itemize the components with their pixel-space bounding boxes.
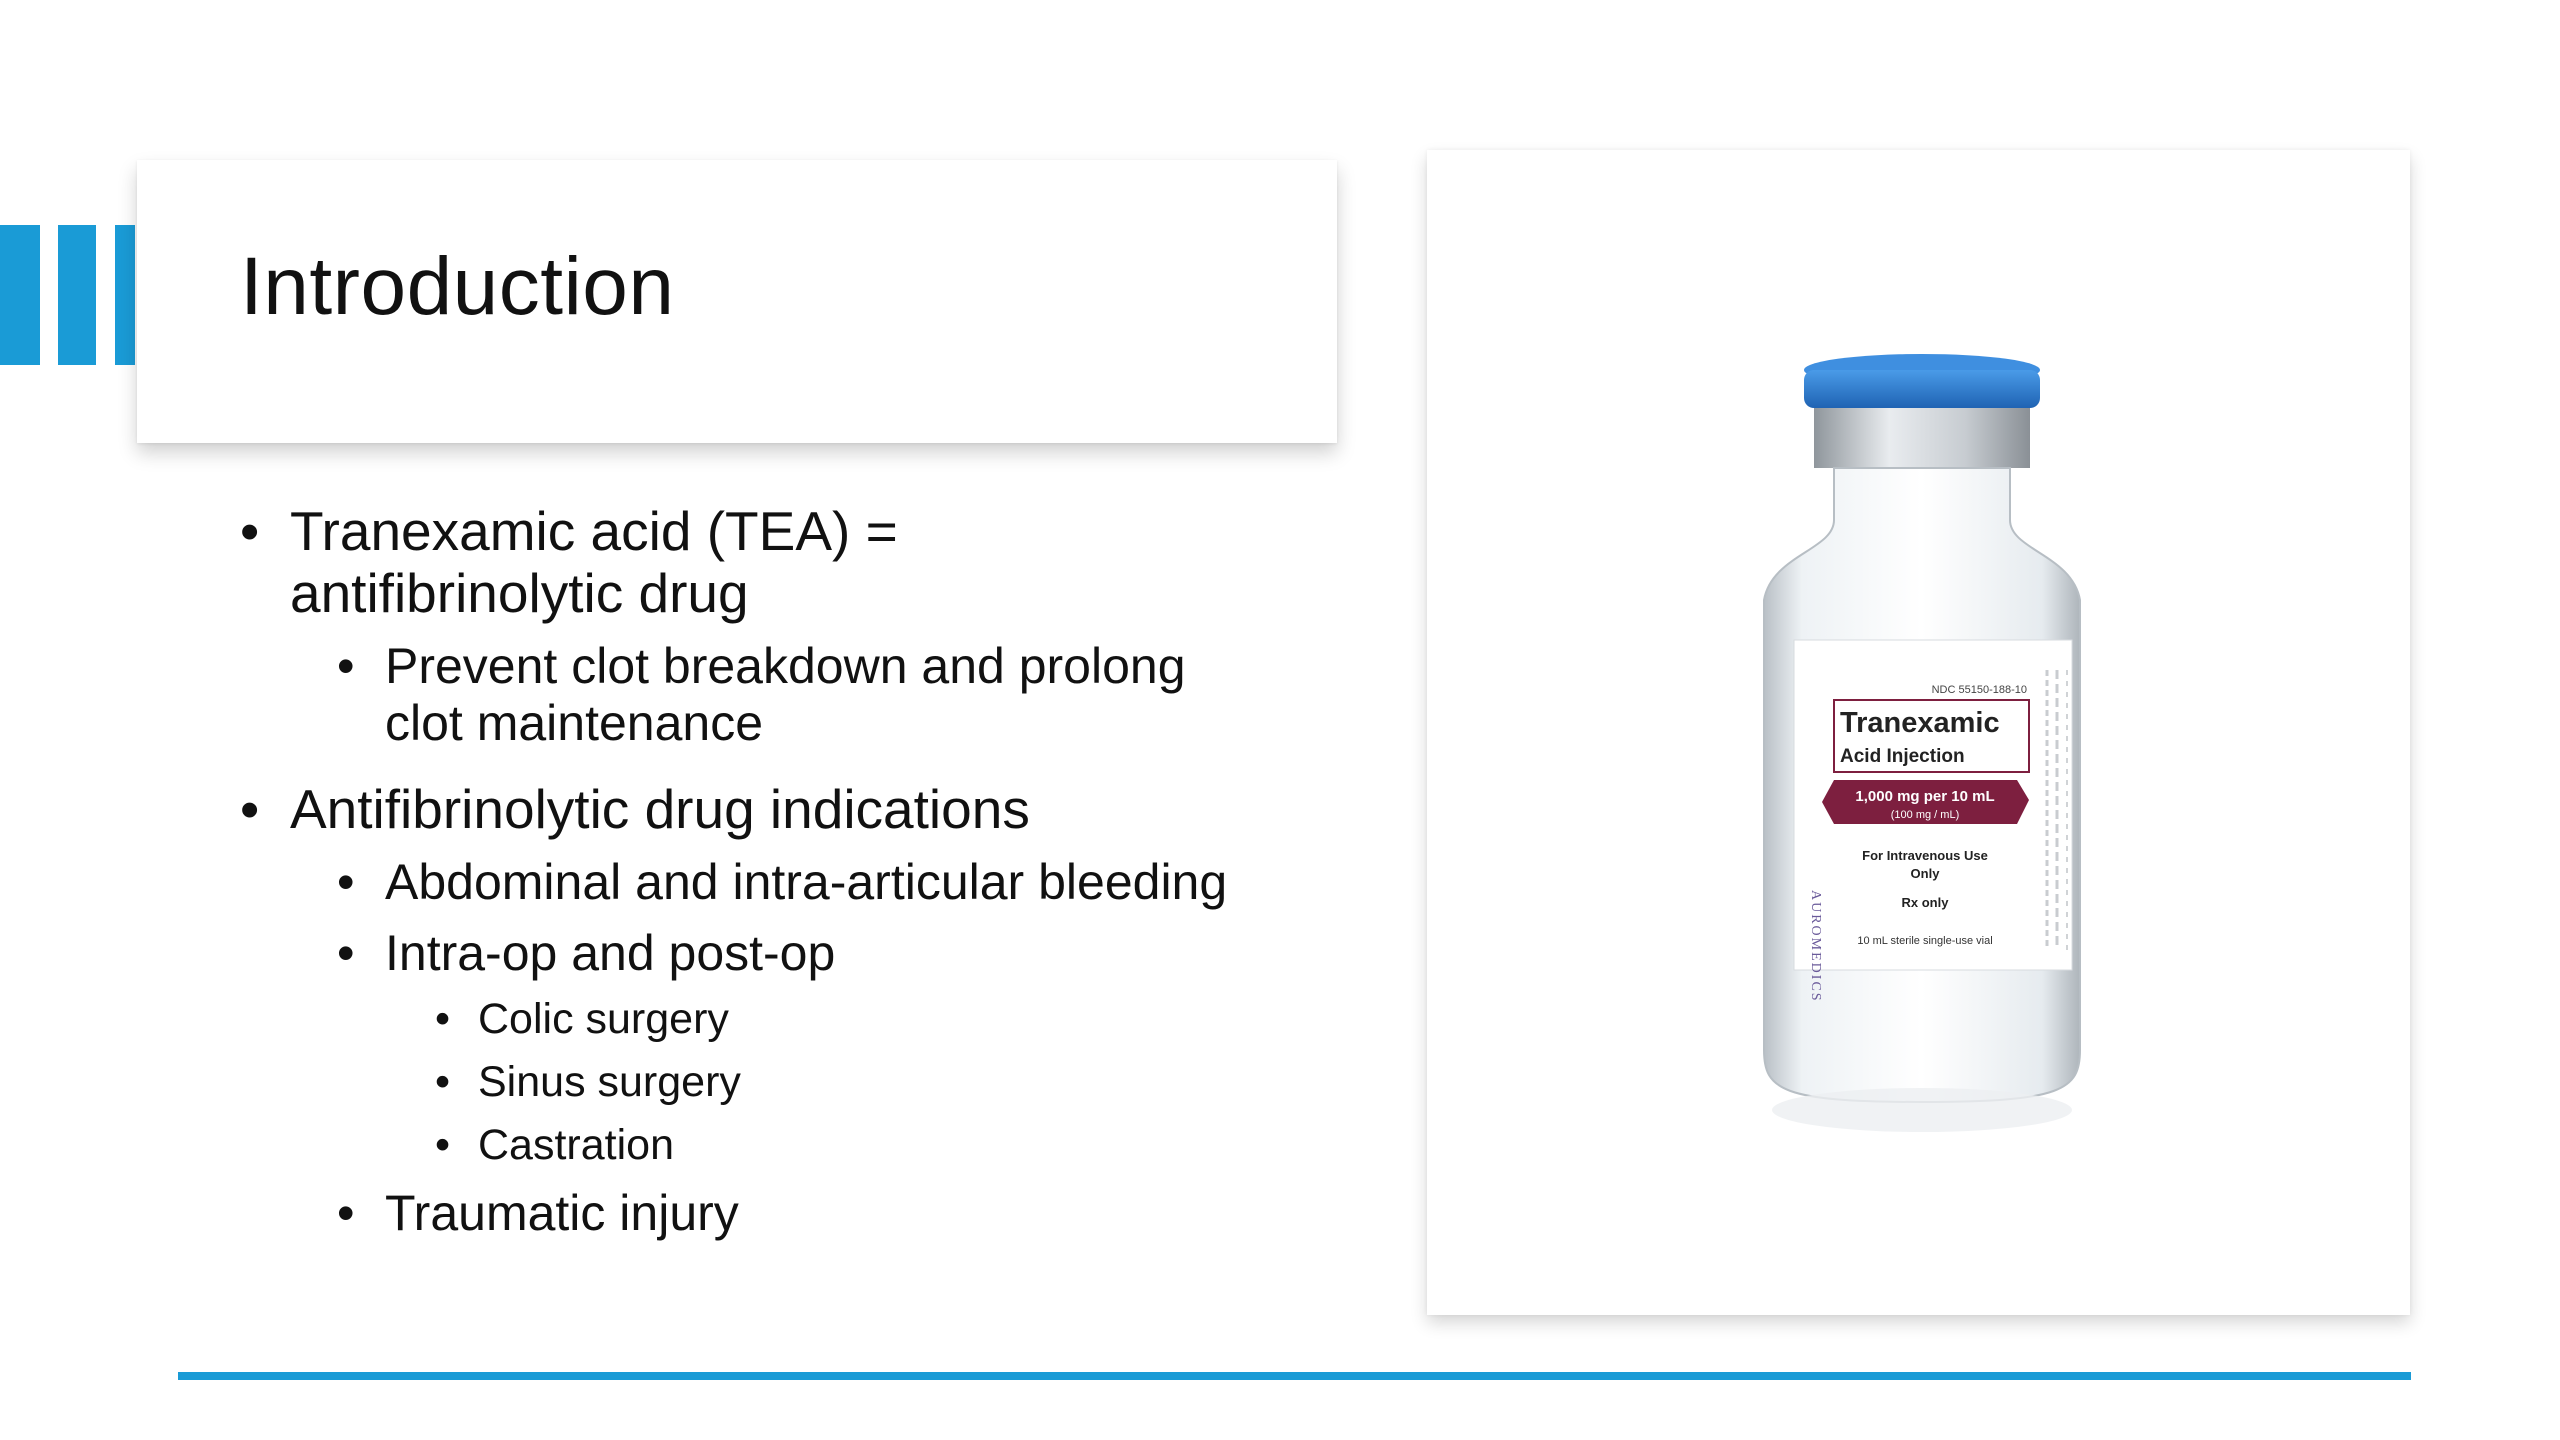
vial-dose: 1,000 mg per 10 mL — [1855, 788, 1995, 805]
vial-concentration: (100 mg / mL) — [1890, 809, 1960, 821]
bullet-abdominal-bleeding: • Abdominal and intra-articular bleeding — [337, 854, 1240, 911]
vial-product-subname: Acid Injection — [1840, 746, 1965, 767]
bullet-castration: • Castration — [435, 1120, 1240, 1171]
vial-cap — [1804, 370, 2040, 408]
vial-rx: Rx only — [1901, 895, 1949, 910]
vial-ndc: NDC 55150-188-10 — [1931, 684, 2027, 696]
bullet-list — [240, 500, 1240, 1242]
title-card — [137, 160, 1337, 443]
accent-bar-2 — [58, 225, 96, 365]
accent-bar-1 — [0, 225, 40, 365]
bottom-accent-line — [178, 1372, 2411, 1380]
bullet-traumatic-injury: • Traumatic injury — [337, 1185, 1240, 1242]
bullet-tranexamic-acid: • Tranexamic acid (TEA) = antifibrinolytic drug — [240, 500, 1240, 624]
bullet-colic-surgery: • Colic surgery — [435, 994, 1240, 1045]
bullet-indications: • Antifibrinolytic drug indications — [240, 778, 1240, 840]
slide-title: Introduction — [240, 241, 675, 332]
tranexamic-vial-image — [1742, 350, 2102, 1150]
bullet-prevent-clot-breakdown: • Prevent clot breakdown and prolong clot maintenance — [337, 638, 1240, 752]
vial-route-line1: For Intravenous Use — [1862, 848, 1988, 863]
vial-product-name: Tranexamic — [1840, 707, 2000, 739]
vial-route-line2: Only — [1910, 866, 1940, 881]
vial-crimp — [1814, 408, 2030, 468]
vial-volume: 10 mL sterile single-use vial — [1857, 935, 1993, 947]
vial-image-card — [1427, 150, 2410, 1315]
vial-reflection — [1772, 1088, 2072, 1132]
vial-manufacturer: AUROMEDICS — [1808, 890, 1823, 1003]
bullet-intra-post-op: • Intra-op and post-op — [337, 925, 1240, 982]
bullet-sinus-surgery: • Sinus surgery — [435, 1057, 1240, 1108]
accent-bar-3 — [115, 225, 135, 365]
